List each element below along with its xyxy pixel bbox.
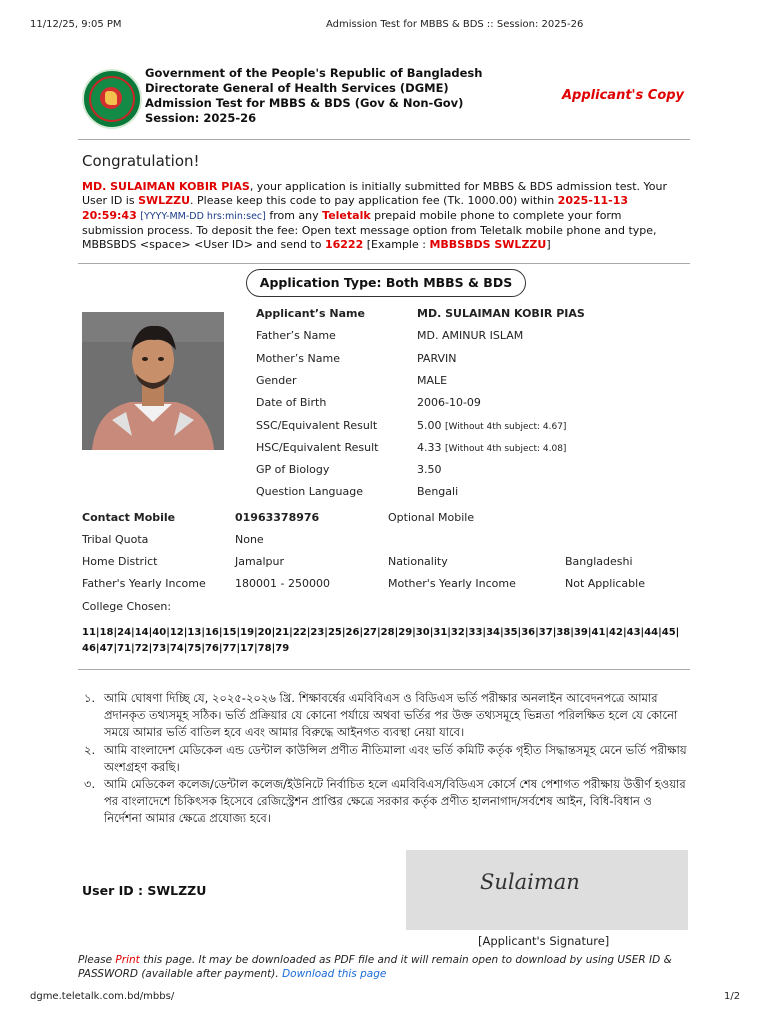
divider	[78, 263, 690, 264]
header-line-2: Directorate General of Health Services (DGME)	[145, 81, 449, 95]
declaration-text: আমি বাংলাদেশ মেডিকেল এন্ড ডেন্টাল কাউন্সিল প্রণীত নীতিমালা এবং ভর্তি কমিটি কর্তৃক গৃহীত সিদ্ধান্তসমূহ মেনে ভর্তি পরীক্ষায় অংশগ্রহণ করছি।	[104, 742, 687, 774]
example-suffix: ]	[546, 238, 551, 252]
name-label: Applicant’s Name	[256, 307, 365, 320]
header-block	[145, 66, 482, 126]
dob-label: Date of Birth	[256, 396, 327, 409]
intro-text-1: , your application is initially submitted for MBBS & BDS admission test. Your User ID is	[82, 180, 668, 208]
hsc-label: HSC/Equivalent Result	[256, 441, 379, 454]
question-language-label: Question Language	[256, 485, 363, 498]
applicants-copy-label: Applicant's Copy	[562, 88, 685, 103]
gp-biology-value: 3.50	[417, 463, 442, 476]
divider	[78, 669, 690, 670]
college-chosen-list: 11|18|24|14|40|12|13|16|15|19|20|21|22|23|25|26|27|28|29|30|31|32|33|34|35|36|37|38|39|41|42|43|44|45|46|47|71|72|73|74|75|76|77|17|78|79	[82, 627, 680, 654]
intro-text-3: from any	[265, 208, 323, 222]
contact-mobile-value: 01963378976	[235, 511, 320, 524]
declaration-text: আমি মেডিকেল কলেজ/ডেন্টাল কলেজ/ইউনিটে নির্বাচিত হলে এমবিবিএস/বিডিএস কোর্সে শেষ পেশাগত পরীক্ষায় উত্তীর্ণ হওয়ার পর বাংলাদেশে চিকিৎসক হিসেবে রেজিস্ট্রেশন প্রাপ্তির ক্ষেত্রে সরকার কর্তৃক প্রণীত হালনাগাদ/সর্বশেষ আইন, বিধি-বিধান ও নির্দেশনা আমার ক্ষেত্রে প্রযোজ্য হবে।	[104, 777, 686, 826]
footer-page-number: 1/2	[724, 991, 741, 1002]
signature-image	[406, 850, 688, 930]
home-district-value: Jamalpur	[235, 555, 284, 568]
signature-caption: [Applicant's Signature]	[478, 934, 610, 948]
mother-income-value: Not Applicable	[565, 577, 645, 590]
declaration-list	[84, 690, 688, 828]
declaration-number: ১.	[84, 691, 96, 705]
intro-text-4: prepaid mobile phone to complete your form submission process. To deposit the fee: Open text message option from Teletalk mobile phone and type, MBBSBDS <space> <User ID> and send to	[82, 208, 657, 252]
hsc-gpa: 4.33	[417, 441, 442, 454]
father-label: Father’s Name	[256, 329, 336, 342]
optional-mobile-label: Optional Mobile	[388, 511, 475, 524]
question-language-value: Bengali	[417, 485, 459, 498]
print-link[interactable]: Print	[115, 954, 140, 966]
nationality-value: Bangladeshi	[565, 555, 633, 568]
gender-label: Gender	[256, 374, 297, 387]
intro-paragraph	[82, 180, 686, 252]
hsc-note: [Without 4th subject: 4.08]	[445, 444, 567, 454]
signature-text: Sulaiman	[480, 870, 580, 894]
tribal-quota-label: Tribal Quota	[82, 533, 149, 546]
applicant-photo	[82, 312, 224, 450]
mother-value: PARVIN	[417, 352, 457, 365]
declaration-text: আমি ঘোষণা দিচ্ছি যে, ২০২৫-২০২৬ খ্রি. শিক্ষাবর্ষের এমবিবিএস ও বিডিএস ভর্তি পরীক্ষার অনলাইন আবেদনপত্রে আমার প্রদানকৃত তথ্যসমূহ সঠিক। ভর্তি প্রক্রিয়ার যে কোনো পর্যায়ে অথবা ভর্তির পর উক্ত তথ্যসমূহে ভিন্নতা পরিলক্ষিত হলে যে কোনো সময়ে আমার ভর্তি বাতিল হবে এবং আমার বিরুদ্ধে আইনগত ব্যবস্থা নেয়া যাবে।	[104, 691, 678, 740]
operator-highlight: Teletalk	[322, 208, 371, 222]
application-type-badge: Application Type: Both MBBS & BDS	[246, 269, 526, 297]
government-seal-icon	[82, 69, 142, 129]
ssc-note: [Without 4th subject: 4.67]	[445, 422, 567, 432]
mother-label: Mother’s Name	[256, 352, 340, 365]
congratulation-heading: Congratulation!	[82, 152, 200, 170]
tribal-quota-value: None	[235, 533, 264, 546]
declaration-item	[84, 742, 688, 776]
nationality-label: Nationality	[388, 555, 448, 568]
user-id-highlight: SWLZZU	[138, 194, 191, 208]
deadline-format: [YYYY-MM-DD hrs:min:sec]	[140, 210, 266, 222]
ssc-gpa: 5.00	[417, 419, 442, 432]
father-value: MD. AMINUR ISLAM	[417, 329, 524, 342]
declaration-number: ২.	[84, 742, 96, 757]
print-note-text-2: this page. It may be downloaded as PDF file and it will remain open to download by using USER ID & PASSWORD (available after payment).	[78, 954, 672, 980]
footer-url: dgme.teletalk.com.bd/mbbs/	[30, 991, 175, 1002]
hsc-value	[417, 441, 566, 454]
home-district-label: Home District	[82, 555, 158, 568]
print-note	[78, 953, 688, 981]
deadline-highlight: 2025-11-13 20:59:43	[82, 194, 629, 222]
user-id-line: User ID : SWLZZU	[82, 883, 207, 898]
header-line-1: Government of the People's Republic of Bangladesh	[145, 66, 483, 80]
dob-value: 2006-10-09	[417, 396, 481, 409]
applicant-name-highlight: MD. SULAIMAN KOBIR PIAS	[82, 180, 250, 193]
example-prefix: [Example :	[363, 238, 430, 252]
download-page-link[interactable]: Download this page	[282, 968, 387, 980]
ssc-label: SSC/Equivalent Result	[256, 419, 378, 432]
print-datetime: 11/12/25, 9:05 PM	[30, 19, 122, 30]
gp-biology-label: GP of Biology	[256, 463, 330, 476]
header-line-4: Session: 2025-26	[145, 111, 257, 125]
father-income-value: 180001 - 250000	[235, 577, 330, 590]
sms-example: MBBSBDS SWLZZU	[429, 238, 547, 252]
print-note-text-1: Please	[78, 954, 116, 966]
print-title: Admission Test for MBBS & BDS :: Session: 2025-26	[326, 19, 584, 30]
declaration-item	[84, 776, 688, 828]
gender-value: MALE	[417, 374, 448, 387]
name-value: MD. SULAIMAN KOBIR PIAS	[417, 307, 585, 320]
header-line-3: Admission Test for MBBS & BDS (Gov & Non-Gov)	[145, 96, 464, 110]
mother-income-label: Mother's Yearly Income	[388, 577, 516, 590]
declaration-item	[84, 690, 688, 742]
college-chosen-label: College Chosen:	[82, 600, 172, 613]
contact-mobile-label: Contact Mobile	[82, 511, 176, 524]
intro-text-2: . Please keep this code to pay application fee (Tk. 1000.00) within	[190, 194, 558, 208]
father-income-label: Father's Yearly Income	[82, 577, 206, 590]
declaration-number: ৩.	[84, 777, 96, 792]
sms-number: 16222	[324, 238, 364, 252]
ssc-value	[417, 419, 566, 432]
divider	[78, 139, 690, 140]
